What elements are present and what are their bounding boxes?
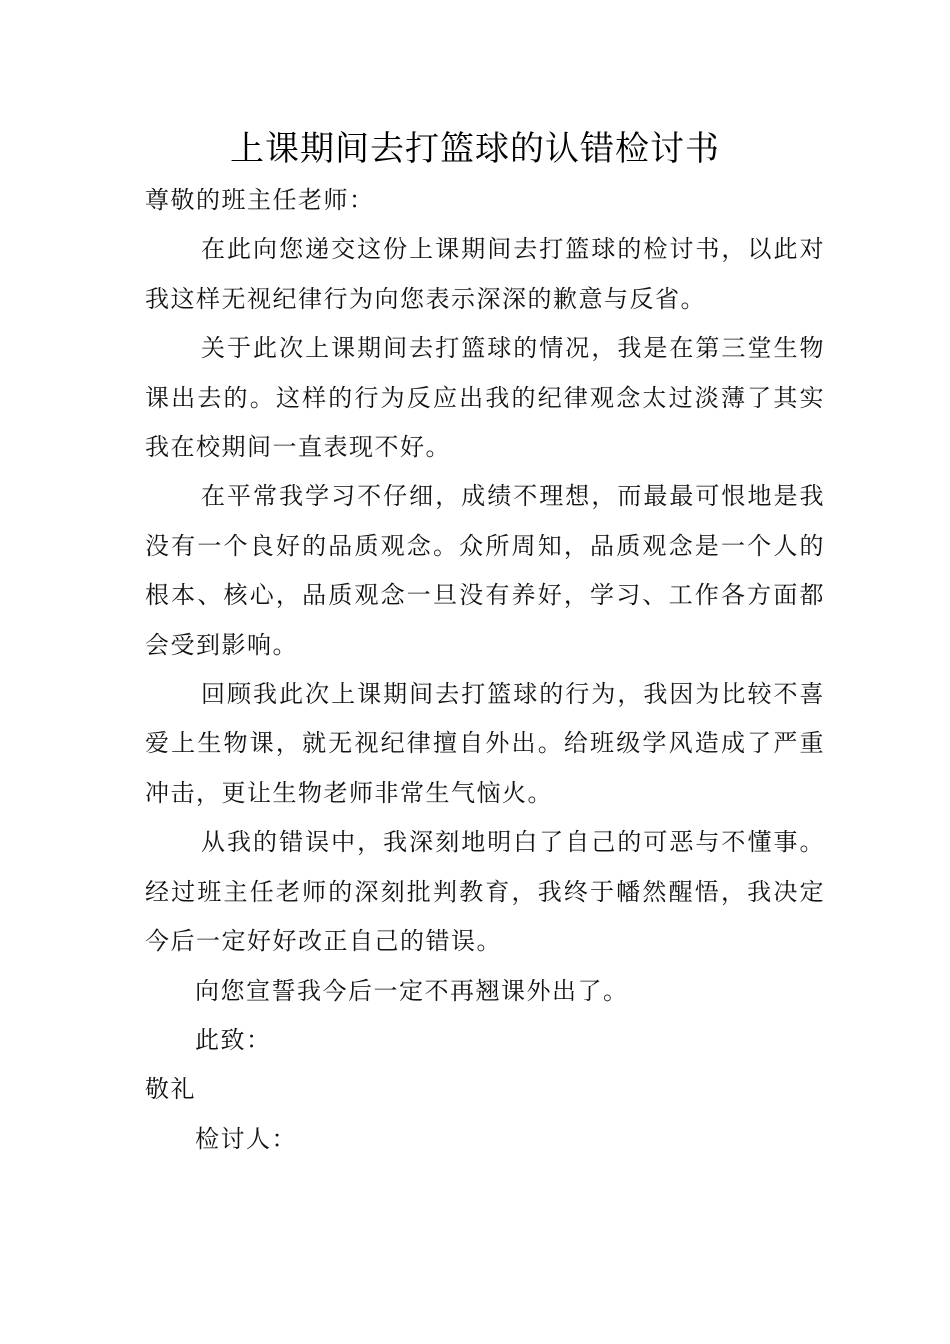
paragraph-4: 回顾我此次上课期间去打篮球的行为，我因为比较不喜爱上生物课，就无视纪律擅自外出。给班级学风造成了严重冲击，更让生物老师非常生气恼火。 [145, 680, 825, 807]
vow-line: 向您宣誓我今后一定不再翘课外出了。 [195, 976, 629, 1005]
document-body [145, 176, 825, 1164]
paragraph-3: 在平常我学习不仔细，成绩不理想，而最最可恨地是我没有一个良好的品质观念。众所周知，品质观念是一个人的根本、核心，品质观念一旦没有养好，学习、工作各方面都会受到影响。 [145, 482, 825, 659]
signature-label: 检讨人： [195, 1124, 297, 1153]
closing-line: 此致： [195, 1025, 272, 1054]
regards-line: 敬礼 [145, 1075, 196, 1104]
document-title: 上课期间去打篮球的认错检讨书 [230, 129, 720, 169]
salutation: 尊敬的班主任老师： [145, 186, 375, 214]
paragraph-5: 从我的错误中，我深刻地明白了自己的可恶与不懂事。经过班主任老师的深刻批判教育，我终于幡然醒悟，我决定今后一定好好改正自己的错误。 [145, 828, 825, 956]
paragraph-2: 关于此次上课期间去打篮球的情况，我是在第三堂生物课出去的。这样的行为反应出我的纪律观念太过淡薄了其实我在校期间一直表现不好。 [145, 334, 825, 462]
paragraph-1: 在此向您递交这份上课期间去打篮球的检讨书，以此对我这样无视纪律行为向您表示深深的歉意与反省。 [145, 235, 825, 313]
